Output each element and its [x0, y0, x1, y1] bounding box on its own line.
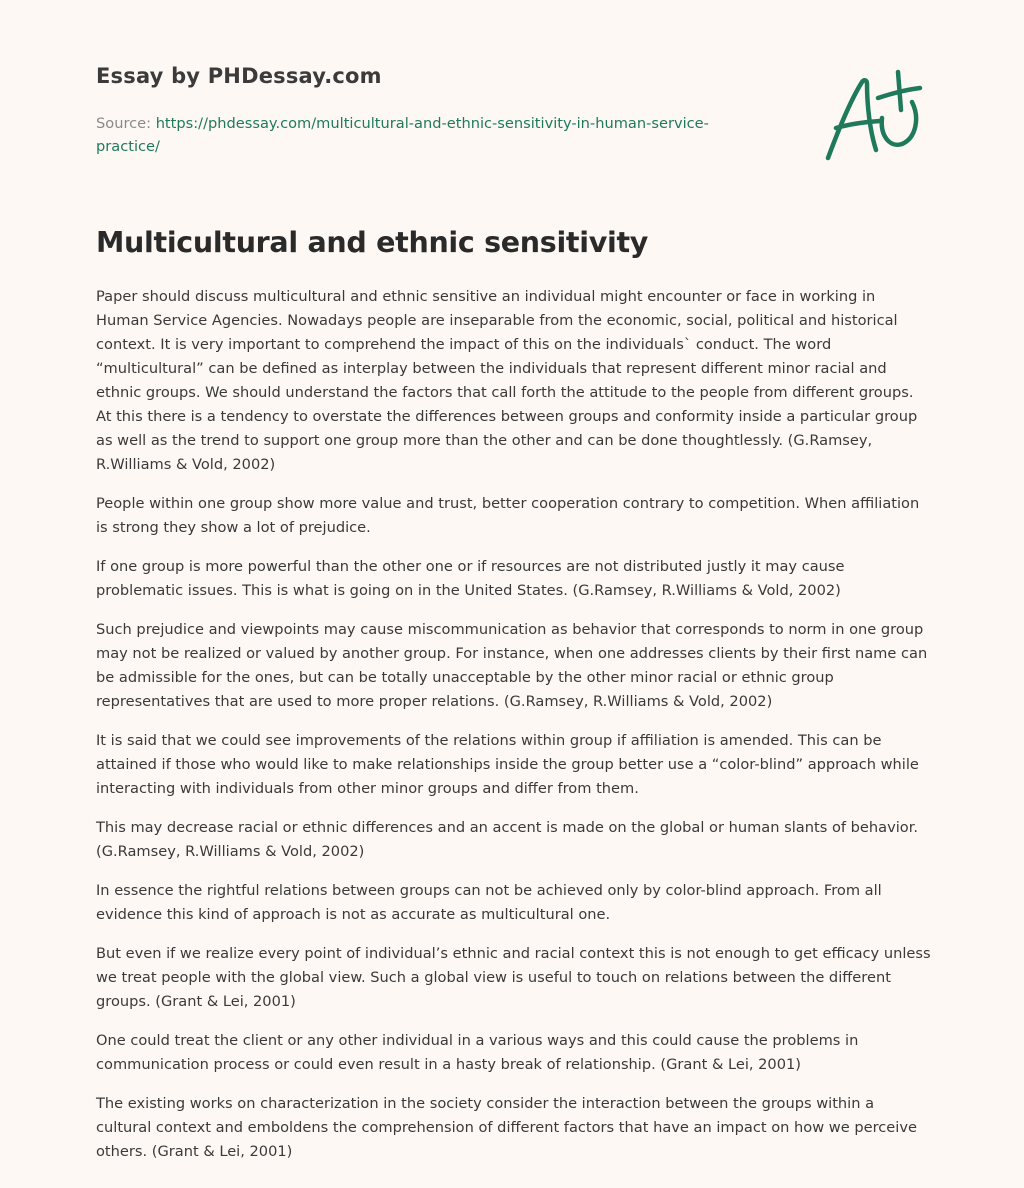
essay-body: [96, 285, 932, 1179]
essay-paragraph: But even if we realize every point of individual’s ethnic and racial context this is not enough to get efficacy unless we treat people with the global view. Such a global view is useful to touch on relations between the different groups. (Grant & Lei, 2001): [96, 945, 931, 1010]
source-line: [96, 112, 746, 158]
essay-paragraph: This may decrease racial or ethnic differences and an accent is made on the global or human slants of behavior. (G.Ramsey, R.Williams & Vold, 2002): [96, 819, 919, 860]
a-plus-logo-icon: [820, 66, 930, 166]
essay-paragraph: One could treat the client or any other individual in a various ways and this could cause the problems in communication process or could even result in a hasty break of relationship. (Grant & Lei, 2001): [96, 1032, 859, 1073]
essay-paragraph: Such prejudice and viewpoints may cause miscommunication as behavior that corresponds to norm in one group may not be realized or valued by another group. For instance, when one addresses clients by their first name can be admissible for the ones, but can be totally unacceptable by the other minor racial or ethnic group representatives that are used to more proper relations. (G.Ramsey, R.Williams & Vold, 2002): [96, 621, 928, 710]
source-link[interactable]: https://phdessay.com/multicultural-and-ethnic-sensitivity-in-human-service-practice/: [96, 115, 709, 155]
essay-paragraph: If one group is more powerful than the other one or if resources are not distributed justly it may cause problematic issues. This is what is going on in the United States. (G.Ramsey, R.Williams & Vold, 2002): [96, 558, 845, 599]
essay-title: Multicultural and ethnic sensitivity: [96, 226, 649, 259]
essay-paragraph: People within one group show more value and trust, better cooperation contrary to competition. When affiliation is strong they show a lot of prejudice.: [96, 495, 920, 536]
essay-paragraph: The existing works on characterization in the society consider the interaction between the groups within a cultural context and emboldens the comprehension of different factors that have an impact on how we perceive others. (Grant & Lei, 2001): [96, 1095, 917, 1160]
essay-paragraph: In essence the rightful relations between groups can not be achieved only by color-blind approach. From all evidence this kind of approach is not as accurate as multicultural one.: [96, 882, 882, 923]
essay-paragraph: Paper should discuss multicultural and ethnic sensitive an individual might encounter or face in working in Human Service Agencies. Nowadays people are inseparable from the economic, social, political and historical context. It is very important to comprehend the impact of this on the individuals` conduct. The word “multicultural” can be defined as interplay between the individuals that represent different minor racial and ethnic groups. We should understand the factors that call forth the attitude to the people from different groups. At this there is a tendency to overstate the differences between groups and conformity inside a particular group as well as the trend to support one group more than the other and can be done thoughtlessly. (G.Ramsey, R.Williams & Vold, 2002): [96, 288, 918, 473]
site-title: Essay by PHDessay.com: [96, 64, 382, 88]
essay-paragraph: It is said that we could see improvements of the relations within group if affiliation is amended. This can be attained if those who would like to make relationships inside the group better use a “color-blind” approach while interacting with individuals from other minor groups and differ from them.: [96, 732, 919, 797]
source-label: Source:: [96, 115, 156, 132]
